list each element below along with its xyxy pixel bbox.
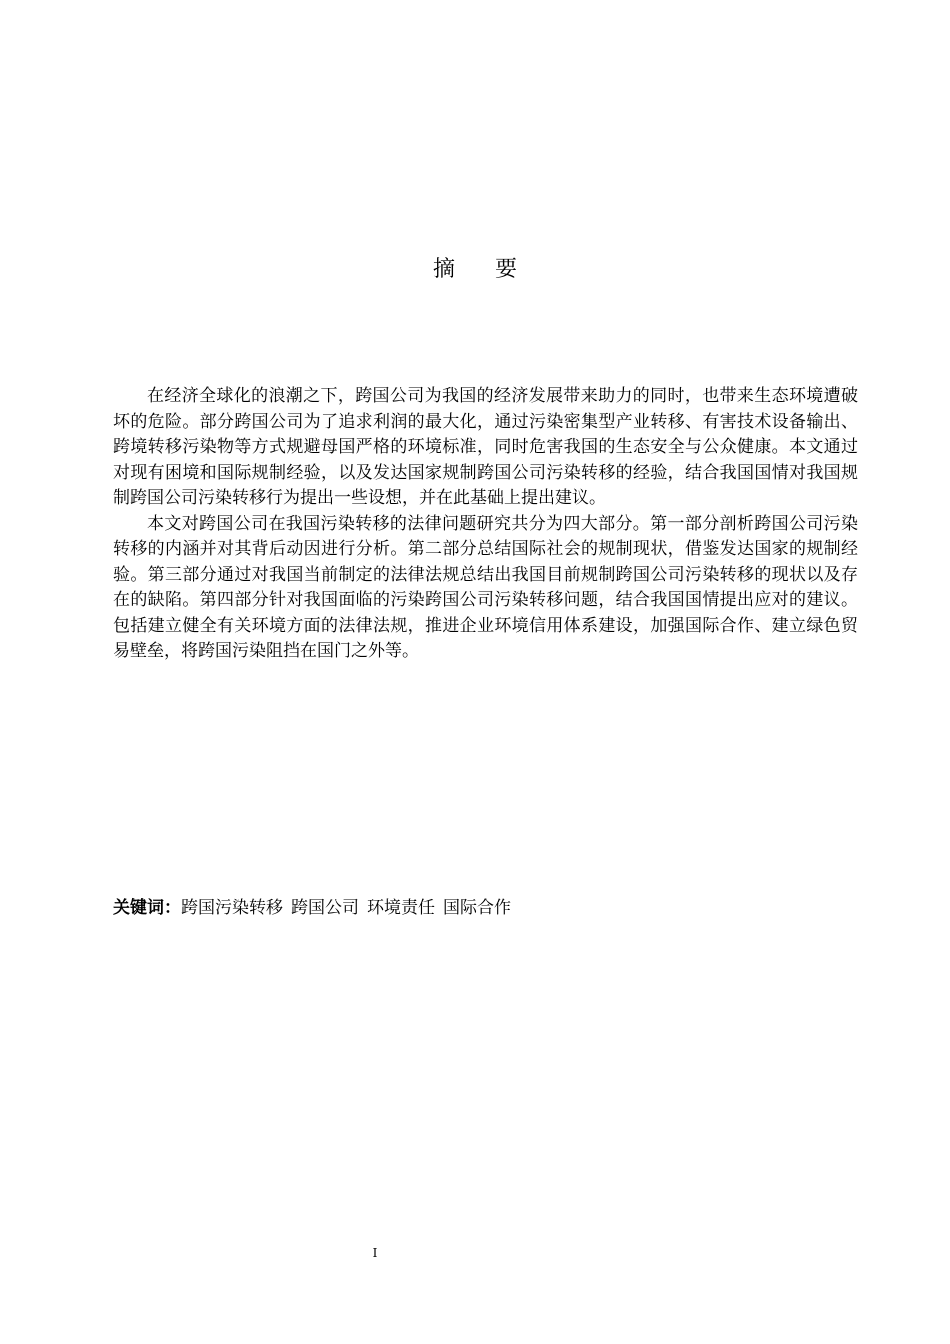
- keyword-item: 跨国公司: [291, 898, 359, 918]
- abstract-body: [113, 384, 858, 665]
- abstract-paragraph-1: 在经济全球化的浪潮之下，跨国公司为我国的经济发展带来助力的同时，也带来生态环境遭破坏的危险。部分跨国公司为了追求利润的最大化，通过污染密集型产业转移、有害技术设备输出、跨境转移污染物等方式规避母国严格的环境标准，同时危害我国的生态安全与公众健康。本文通过对现有困境和国际规制经验，以及发达国家规制跨国公司污染转移的经验，结合我国国情对我国规制跨国公司污染转移行为提出一些设想，并在此基础上提出建议。: [113, 386, 858, 508]
- abstract-title-char-2: 要: [495, 257, 518, 282]
- page-number: I: [372, 1246, 378, 1260]
- keyword-item: 跨国污染转移: [181, 898, 283, 918]
- keyword-item: 国际合作: [443, 898, 511, 918]
- keyword-item: 环境责任: [367, 898, 435, 918]
- keywords-line: [113, 896, 858, 921]
- keywords-label: 关键词：: [113, 898, 181, 918]
- abstract-title: [0, 255, 950, 285]
- abstract-paragraph-2: 本文对跨国公司在我国污染转移的法律问题研究共分为四大部分。第一部分剖析跨国公司污染转移的内涵并对其背后动因进行分析。第二部分总结国际社会的规制现状，借鉴发达国家的规制经验。第三部分通过对我国当前制定的法律法规总结出我国目前规制跨国公司污染转移的现状以及存在的缺陷。第四部分针对我国面临的污染跨国公司污染转移问题，结合我国国情提出应对的建议。包括建立健全有关环境方面的法律法规，推进企业环境信用体系建设，加强国际合作、建立绿色贸易壁垒，将跨国污染阻挡在国门之外等。: [113, 513, 858, 661]
- abstract-title-char-1: 摘: [432, 257, 455, 282]
